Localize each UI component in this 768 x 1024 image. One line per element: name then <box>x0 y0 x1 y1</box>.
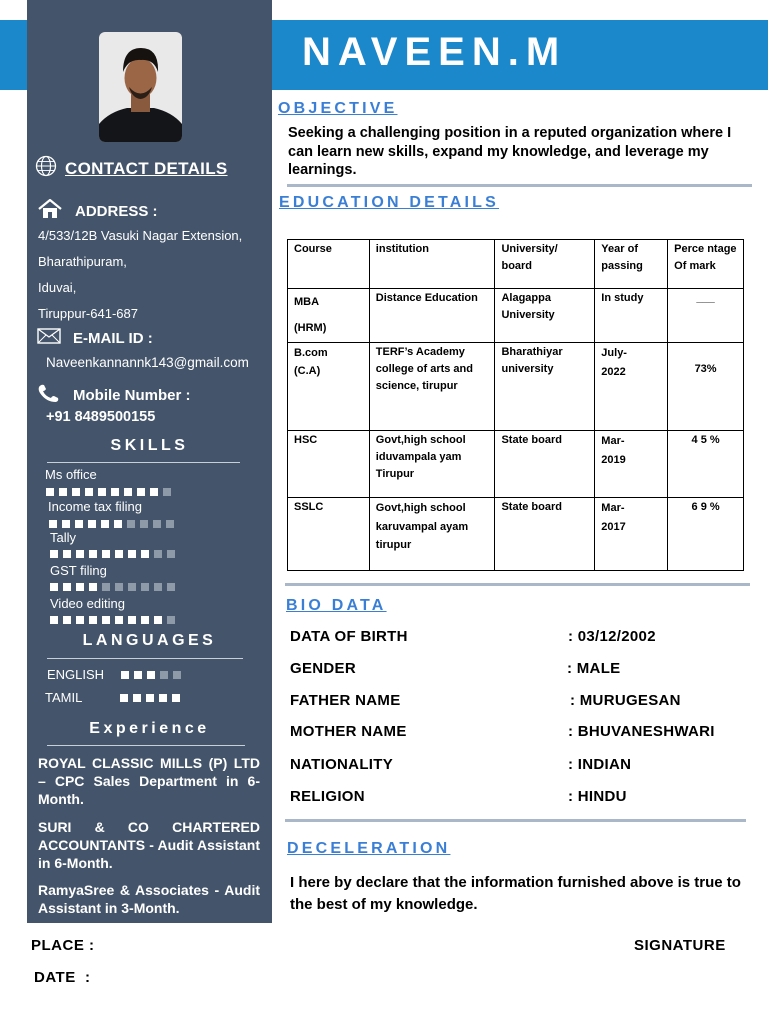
level-square <box>153 520 161 528</box>
address-label-row <box>37 199 158 223</box>
mobile-value: +91 8489500155 <box>46 409 156 425</box>
table-header-cell: Course <box>288 240 370 289</box>
level-square <box>121 671 129 679</box>
table-row <box>288 289 744 343</box>
education-title: EDUCATION DETAILS <box>279 194 500 211</box>
signature-label: SIGNATURE <box>634 937 726 954</box>
home-icon <box>37 199 63 223</box>
level-square <box>141 583 149 591</box>
objective-title: OBJECTIVE <box>278 100 398 117</box>
table-header-cell: University/ board <box>495 240 595 289</box>
table-row <box>288 343 744 431</box>
skill-level-bar <box>46 488 171 496</box>
globe-icon <box>35 155 57 182</box>
date-label: DATE : <box>34 969 91 986</box>
table-cell: 73% <box>668 343 744 431</box>
level-square <box>115 550 123 558</box>
language-name: TAMIL <box>45 690 83 705</box>
level-square <box>167 550 175 558</box>
level-square <box>50 550 58 558</box>
level-square <box>128 616 136 624</box>
level-square <box>159 694 167 702</box>
table-cell: HSC <box>288 431 370 498</box>
table-cell: In study <box>595 289 668 343</box>
table-cell: July- 2022 <box>595 343 668 431</box>
level-square <box>140 520 148 528</box>
level-square <box>166 520 174 528</box>
level-square <box>63 550 71 558</box>
level-square <box>150 488 158 496</box>
skill-name: Tally <box>50 530 77 545</box>
level-square <box>49 520 57 528</box>
email-label: E-MAIL ID : <box>73 329 153 347</box>
level-square <box>154 550 162 558</box>
bio-value: : 03/12/2002 <box>568 628 656 645</box>
bio-value: : BHUVANESHWARI <box>568 723 715 740</box>
phone-icon <box>37 383 61 407</box>
address-line: Tiruppur-641-687 <box>38 306 138 321</box>
level-square <box>76 616 84 624</box>
table-cell: 4 5 % <box>668 431 744 498</box>
level-square <box>72 488 80 496</box>
skill-level-bar <box>50 550 175 558</box>
table-cell: Mar- 2019 <box>595 431 668 498</box>
table-cell: TERF’s Academy college of arts and science, tirupur <box>369 343 495 431</box>
level-square <box>76 583 84 591</box>
level-square <box>124 488 132 496</box>
table-row <box>288 431 744 498</box>
level-square <box>75 520 83 528</box>
level-square <box>154 583 162 591</box>
level-square <box>172 694 180 702</box>
language-level-bar <box>120 694 180 702</box>
table-cell: 6 9 % <box>668 498 744 571</box>
level-square <box>50 583 58 591</box>
language-level-bar <box>121 671 181 679</box>
address-label: ADDRESS : <box>75 202 158 220</box>
education-table <box>287 239 744 571</box>
languages-title: LANGUAGES <box>82 632 217 649</box>
table-cell: Govt,high school karuvampal ayam tirupur <box>369 498 495 571</box>
mobile-label: Mobile Number : <box>73 386 191 404</box>
skills-title: SKILLS <box>110 437 189 454</box>
table-header-row <box>288 240 744 289</box>
level-square <box>63 616 71 624</box>
language-row <box>47 667 181 682</box>
sidebar <box>27 0 272 923</box>
table-cell: SSLC <box>288 498 370 571</box>
profile-photo <box>99 32 182 142</box>
table-cell: B.com (C.A) <box>288 343 370 431</box>
table-cell: State board <box>495 498 595 571</box>
level-square <box>59 488 67 496</box>
level-square <box>88 520 96 528</box>
bio-label: NATIONALITY <box>290 756 394 773</box>
level-square <box>128 583 136 591</box>
bio-label: RELIGION <box>290 788 365 805</box>
level-square <box>127 520 135 528</box>
bio-title: BIO DATA <box>286 597 387 614</box>
skill-level-bar <box>49 520 174 528</box>
level-square <box>111 488 119 496</box>
table-cell: Govt,high school iduvampala yam Tirupur <box>369 431 495 498</box>
table-header-cell: institution <box>369 240 495 289</box>
level-square <box>76 550 84 558</box>
level-square <box>85 488 93 496</box>
level-square <box>154 616 162 624</box>
skill-level-bar <box>50 616 175 624</box>
skill-level-bar <box>50 583 175 591</box>
level-square <box>46 488 54 496</box>
declaration-text: I here by declare that the information furnished above is true to the best of my knowledge. <box>290 874 741 913</box>
experience-item: ROYAL CLASSIC MILLS (P) LTD – CPC Sales Department in 6-Month. <box>38 755 260 807</box>
objective-text: Seeking a challenging position in a reputed organization where I can learn new skills, expand my knowledge, and leverage my learnings. <box>288 125 732 178</box>
level-square <box>102 583 110 591</box>
level-square <box>141 550 149 558</box>
table-cell: ___ <box>668 289 744 343</box>
level-square <box>89 550 97 558</box>
language-name: ENGLISH <box>47 667 105 682</box>
table-cell: Bharathiyar university <box>495 343 595 431</box>
skills-rule <box>47 462 240 463</box>
level-square <box>137 488 145 496</box>
contact-title: CONTACT DETAILS <box>65 158 228 178</box>
level-square <box>160 671 168 679</box>
email-value[interactable]: Naveenkannannk143@gmail.com <box>46 355 249 370</box>
section-divider <box>287 184 752 187</box>
bio-label: FATHER NAME <box>290 692 401 709</box>
level-square <box>89 616 97 624</box>
level-square <box>102 550 110 558</box>
languages-rule <box>47 658 243 659</box>
level-square <box>101 520 109 528</box>
bio-value: : MALE <box>567 660 621 677</box>
level-square <box>133 694 141 702</box>
experience-title: Experience <box>89 720 210 737</box>
place-label: PLACE : <box>31 937 95 954</box>
level-square <box>146 694 154 702</box>
contact-heading <box>35 155 228 182</box>
level-square <box>102 616 110 624</box>
level-square <box>120 694 128 702</box>
level-square <box>167 583 175 591</box>
level-square <box>115 583 123 591</box>
table-cell: State board <box>495 431 595 498</box>
experience-rule <box>47 745 245 746</box>
bio-value: : INDIAN <box>568 756 632 773</box>
table-header-cell: Perce ntage Of mark <box>668 240 744 289</box>
envelope-icon <box>37 328 61 348</box>
address-line: Iduvai, <box>38 280 77 295</box>
bio-label: MOTHER NAME <box>290 723 407 740</box>
level-square <box>163 488 171 496</box>
level-square <box>115 616 123 624</box>
skill-name: Income tax filing <box>48 499 142 514</box>
level-square <box>98 488 106 496</box>
level-square <box>134 671 142 679</box>
bio-label: GENDER <box>290 660 356 677</box>
level-square <box>114 520 122 528</box>
header-rail <box>0 20 27 90</box>
bio-label: DATA OF BIRTH <box>290 628 408 645</box>
level-square <box>173 671 181 679</box>
experience-item: RamyaSree & Associates - Audit Assistant in 3-Month. <box>38 882 260 916</box>
mobile-label-row <box>37 383 191 407</box>
table-cell: Distance Education <box>369 289 495 343</box>
section-divider <box>285 583 750 586</box>
experience-item: SURI & CO CHARTERED ACCOUNTANTS - Audit Assistant in 6-Month. <box>38 819 260 871</box>
email-label-row <box>37 328 153 348</box>
candidate-name: NAVEEN.M <box>302 30 567 74</box>
table-header-cell: Year of passing <box>595 240 668 289</box>
skill-name: Video editing <box>50 596 125 611</box>
level-square <box>128 550 136 558</box>
address-line: 4/533/12B Vasuki Nagar Extension, <box>38 228 243 243</box>
address-line: Bharathipuram, <box>38 254 127 269</box>
bio-value: : MURUGESAN <box>570 692 681 709</box>
table-cell: Alagappa University <box>495 289 595 343</box>
skill-name: Ms office <box>45 467 97 482</box>
table-cell: MBA (HRM) <box>288 289 370 343</box>
level-square <box>167 616 175 624</box>
level-square <box>147 671 155 679</box>
level-square <box>89 583 97 591</box>
language-row <box>45 690 180 705</box>
declaration-title: DECELERATION <box>287 840 451 857</box>
level-square <box>141 616 149 624</box>
table-cell: Mar- 2017 <box>595 498 668 571</box>
level-square <box>50 616 58 624</box>
table-row <box>288 498 744 571</box>
skill-name: GST filing <box>50 563 107 578</box>
bio-value: : HINDU <box>568 788 627 805</box>
level-square <box>62 520 70 528</box>
level-square <box>63 583 71 591</box>
section-divider <box>285 819 746 822</box>
